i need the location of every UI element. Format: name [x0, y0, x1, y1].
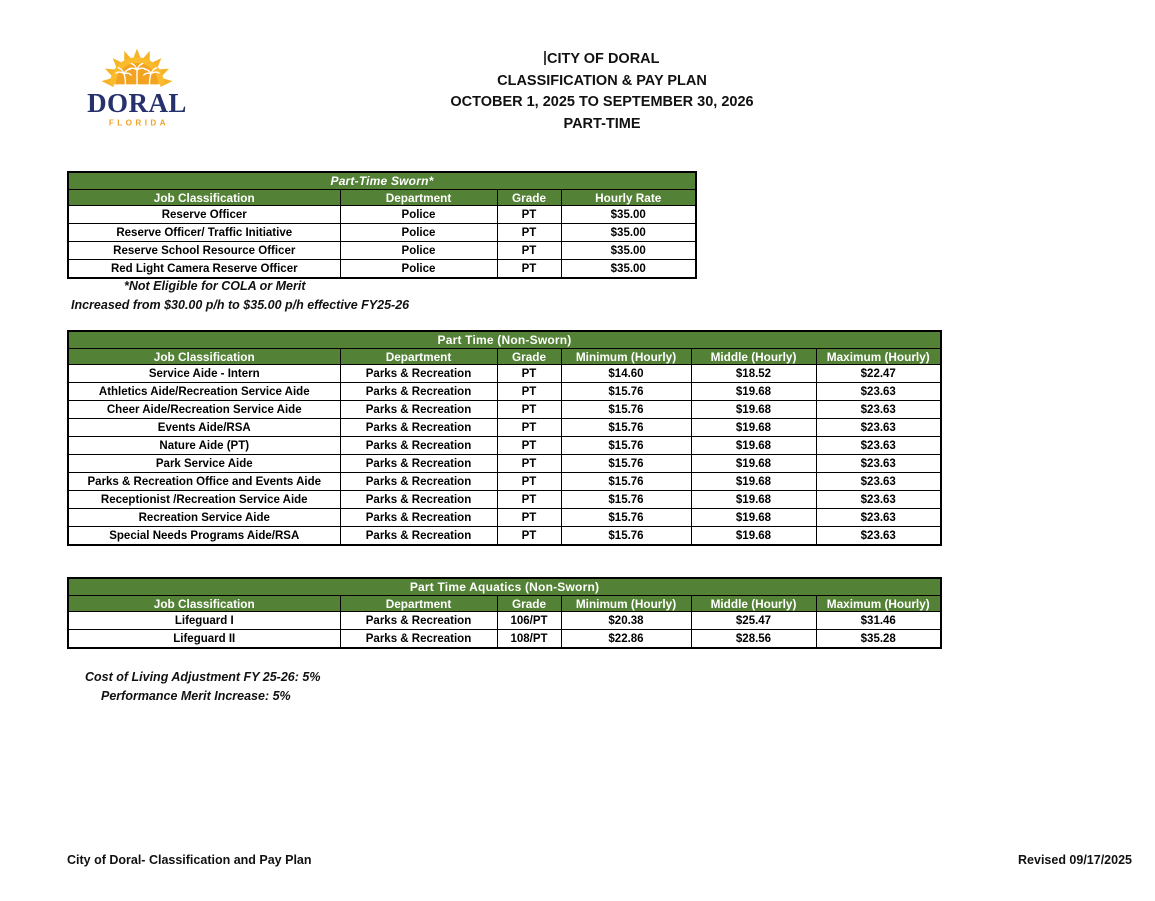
table-cell: Parks & Recreation: [340, 455, 497, 473]
table-cell: Parks & Recreation: [340, 527, 497, 546]
table-row: [68, 206, 696, 224]
table-title-row: [68, 172, 696, 190]
table-body: [68, 612, 941, 649]
column-header: Job Classification: [68, 349, 340, 365]
table-title: Part-Time Sworn*: [68, 172, 696, 190]
table-row: [68, 527, 941, 546]
column-header: Minimum (Hourly): [561, 596, 691, 612]
table-row: [68, 401, 941, 419]
table-cell: Parks & Recreation: [340, 491, 497, 509]
table-cell: $28.56: [691, 630, 816, 649]
table-cell: PT: [497, 437, 561, 455]
column-header: Job Classification: [68, 596, 340, 612]
table-header-row: [68, 349, 941, 365]
table-cell: $22.86: [561, 630, 691, 649]
table-cell: Parks & Recreation: [340, 437, 497, 455]
table-cell: PT: [497, 455, 561, 473]
footer-document-name: City of Doral- Classification and Pay Plan: [67, 853, 312, 867]
table-row: [68, 473, 941, 491]
table-cell: Police: [340, 242, 497, 260]
sworn-note-increase: Increased from $30.00 p/h to $35.00 p/h effective FY25-26: [71, 298, 410, 312]
table-cell: Parks & Recreation: [340, 612, 497, 630]
table-cell: PT: [497, 365, 561, 383]
table-title-row: [68, 578, 941, 596]
table-cell: PT: [497, 260, 561, 279]
table-cell: Parks & Recreation: [340, 383, 497, 401]
column-header: Maximum (Hourly): [816, 596, 941, 612]
column-header: Middle (Hourly): [691, 349, 816, 365]
table-cell: PT: [497, 242, 561, 260]
table-title: Part Time (Non-Sworn): [68, 331, 941, 349]
table-cell: Parks & Recreation Office and Events Aide: [68, 473, 340, 491]
logo-subtitle: FLORIDA: [108, 118, 169, 128]
table-cell: Parks & Recreation: [340, 401, 497, 419]
table-row: [68, 612, 941, 630]
column-header: Grade: [497, 349, 561, 365]
column-header: Job Classification: [68, 190, 340, 206]
table-cell: Lifeguard II: [68, 630, 340, 649]
table-cell: $23.63: [816, 401, 941, 419]
table-cell: Cheer Aide/Recreation Service Aide: [68, 401, 340, 419]
table-cell: PT: [497, 509, 561, 527]
table-cell: Special Needs Programs Aide/RSA: [68, 527, 340, 546]
table-cell: $15.76: [561, 437, 691, 455]
table-cell: PT: [497, 383, 561, 401]
column-header: Grade: [497, 190, 561, 206]
table-cell: $14.60: [561, 365, 691, 383]
table-cell: Police: [340, 206, 497, 224]
logo-wordmark: DORAL: [87, 88, 187, 119]
sworn-note-cola: *Not Eligible for COLA or Merit: [124, 279, 306, 293]
table-cell: $23.63: [816, 491, 941, 509]
column-header: Middle (Hourly): [691, 596, 816, 612]
table-cell: PT: [497, 401, 561, 419]
table-body: [68, 206, 696, 279]
text-cursor: [544, 51, 546, 65]
table-cell: $19.68: [691, 527, 816, 546]
table-cell: $23.63: [816, 527, 941, 546]
part-time-non-sworn-table: [67, 330, 942, 546]
table-cell: $19.68: [691, 437, 816, 455]
table-cell: $25.47: [691, 612, 816, 630]
table-row: [68, 242, 696, 260]
table-cell: Parks & Recreation: [340, 473, 497, 491]
table-cell: Recreation Service Aide: [68, 509, 340, 527]
table-cell: $23.63: [816, 455, 941, 473]
table-cell: $19.68: [691, 455, 816, 473]
column-header: Department: [340, 349, 497, 365]
table-cell: PT: [497, 491, 561, 509]
table-cell: $22.47: [816, 365, 941, 383]
cola-note: Cost of Living Adjustment FY 25-26: 5%: [85, 670, 321, 684]
table-cell: Red Light Camera Reserve Officer: [68, 260, 340, 279]
column-header: Hourly Rate: [561, 190, 696, 206]
merit-note: Performance Merit Increase: 5%: [101, 689, 291, 703]
table-cell: $19.68: [691, 383, 816, 401]
table-cell: Events Aide/RSA: [68, 419, 340, 437]
table-cell: $19.68: [691, 509, 816, 527]
column-header: Department: [340, 596, 497, 612]
table-cell: $15.76: [561, 419, 691, 437]
table-cell: $23.63: [816, 473, 941, 491]
table-cell: $15.76: [561, 509, 691, 527]
table-cell: $15.76: [561, 473, 691, 491]
table-row: [68, 383, 941, 401]
table-cell: $19.68: [691, 491, 816, 509]
part-time-aquatics-table: [67, 577, 942, 649]
table-cell: Reserve Officer: [68, 206, 340, 224]
table-cell: $15.76: [561, 455, 691, 473]
table-cell: $18.52: [691, 365, 816, 383]
title-line-4: PART-TIME: [563, 115, 641, 132]
table-cell: 106/PT: [497, 612, 561, 630]
table-cell: $35.00: [561, 260, 696, 279]
table-cell: PT: [497, 224, 561, 242]
table-row: [68, 509, 941, 527]
table-body: [68, 365, 941, 546]
table-cell: $23.63: [816, 419, 941, 437]
table-cell: $15.76: [561, 527, 691, 546]
table-cell: $23.63: [816, 383, 941, 401]
part-time-sworn-table: [67, 171, 697, 279]
table-header-row: [68, 596, 941, 612]
column-header: Maximum (Hourly): [816, 349, 941, 365]
table-cell: $19.68: [691, 473, 816, 491]
table-cell: $19.68: [691, 401, 816, 419]
table-cell: Park Service Aide: [68, 455, 340, 473]
table-cell: PT: [497, 419, 561, 437]
table-cell: $23.63: [816, 509, 941, 527]
document-title: [352, 49, 852, 135]
table-row: [68, 491, 941, 509]
table-cell: Lifeguard I: [68, 612, 340, 630]
table-cell: PT: [497, 206, 561, 224]
table-row: [68, 260, 696, 279]
table-cell: Reserve School Resource Officer: [68, 242, 340, 260]
table-cell: $35.00: [561, 224, 696, 242]
table-cell: $15.76: [561, 401, 691, 419]
table-row: [68, 224, 696, 242]
table-cell: Parks & Recreation: [340, 419, 497, 437]
table-cell: PT: [497, 527, 561, 546]
table-header-row: [68, 190, 696, 206]
doral-logo: [84, 46, 190, 134]
table-cell: 108/PT: [497, 630, 561, 649]
table-cell: Police: [340, 224, 497, 242]
table-cell: $15.76: [561, 491, 691, 509]
table-cell: $20.38: [561, 612, 691, 630]
title-line-2: CLASSIFICATION & PAY PLAN: [497, 72, 707, 89]
table-cell: $31.46: [816, 612, 941, 630]
table-row: [68, 630, 941, 649]
column-header: Grade: [497, 596, 561, 612]
table-cell: $35.00: [561, 206, 696, 224]
table-cell: $23.63: [816, 437, 941, 455]
table-cell: Parks & Recreation: [340, 365, 497, 383]
table-cell: Parks & Recreation: [340, 630, 497, 649]
table-row: [68, 437, 941, 455]
table-cell: Service Aide - Intern: [68, 365, 340, 383]
table-row: [68, 419, 941, 437]
table-cell: $19.68: [691, 419, 816, 437]
table-cell: $35.28: [816, 630, 941, 649]
table-cell: $35.00: [561, 242, 696, 260]
table-cell: Receptionist /Recreation Service Aide: [68, 491, 340, 509]
table-title: Part Time Aquatics (Non-Sworn): [68, 578, 941, 596]
table-row: [68, 365, 941, 383]
column-header: Minimum (Hourly): [561, 349, 691, 365]
table-cell: Athletics Aide/Recreation Service Aide: [68, 383, 340, 401]
footer-revised-date: Revised 09/17/2025: [1018, 853, 1132, 867]
table-cell: Parks & Recreation: [340, 509, 497, 527]
table-title-row: [68, 331, 941, 349]
column-header: Department: [340, 190, 497, 206]
table-cell: Reserve Officer/ Traffic Initiative: [68, 224, 340, 242]
table-row: [68, 455, 941, 473]
table-cell: Nature Aide (PT): [68, 437, 340, 455]
title-line-1: CITY OF DORAL: [352, 49, 852, 71]
table-cell: Police: [340, 260, 497, 279]
table-cell: PT: [497, 473, 561, 491]
title-line-3: OCTOBER 1, 2025 TO SEPTEMBER 30, 2026: [450, 94, 754, 111]
table-cell: $15.76: [561, 383, 691, 401]
